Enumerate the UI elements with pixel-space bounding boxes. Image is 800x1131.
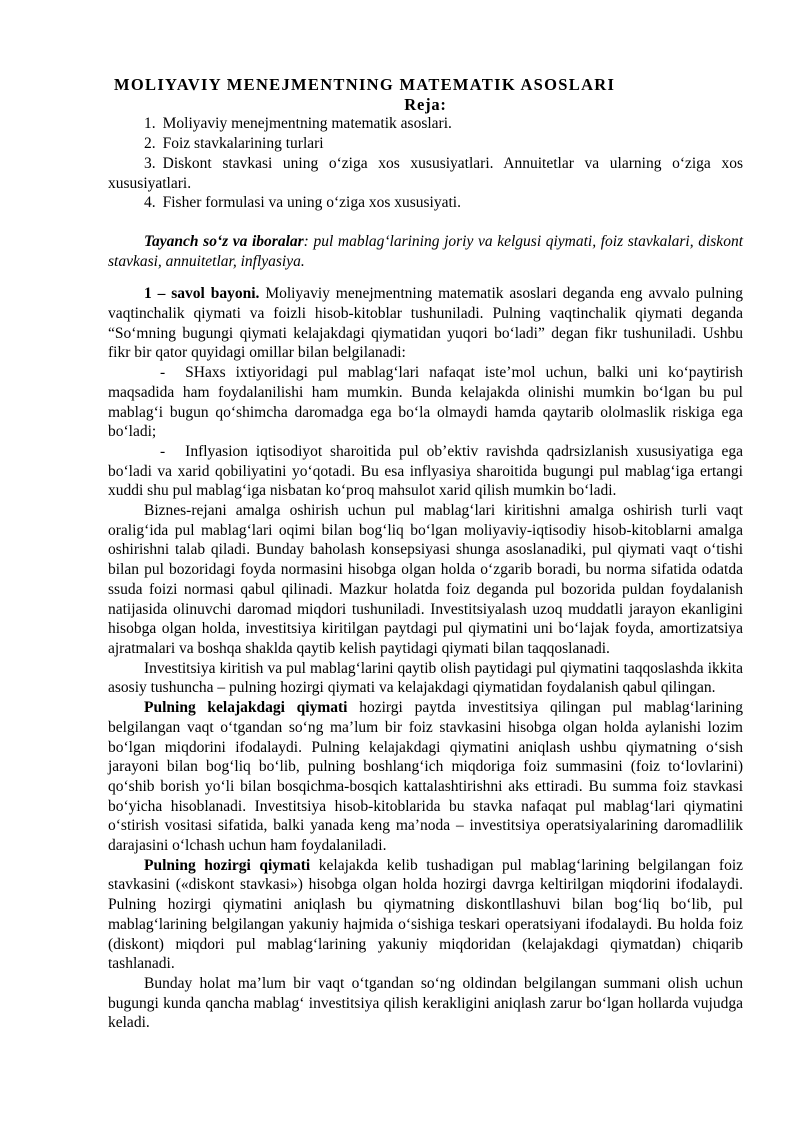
body-paragraph-conclusion [108,974,743,1033]
item-number: 4. [144,194,156,212]
plan-heading: Reja: [404,94,447,114]
plan-item-4 [108,193,743,213]
paragraph-text: Biznes-rejani amalga oshirish uchun pul mablagʻlari kiritishni amalga oshirish turli vaqt oraligʻida pul mablagʻlari oqimi bilan bogʻliq boʻlgan moliyaviy-iqtisodiy hisob-kitoblarni amalga oshirishni talab qiladi. Bunday baholash konsepsiyasi shunga asoslanadiki, pul qiymati vaqt oʻtishi bilan pul bozoridagi foyda normasini hisobga olgan holda oʻzgarib boradi, bu norma sifatida odatda ssuda foizi normasi qabul qilinadi. Mazkur holatda foiz deganda pul bozorida puldan foydalanish natijasida olinuvchi daromad miqdori tushuniladi. Investitsiyalash uzoq muddatli jarayon ekanligini hisobga olgan holda, investitsiya kiritilgan paytdagi pul qiymatini uni boʻlajak foyda, amortizatsiya ajratmalari va boshqa shaklda qaytib kelish paytidagi qiymati bilan taqqoslanadi. [108,502,743,657]
plan-item-3 [108,154,743,193]
item-text: Moliyaviy menejmentning matematik asoslari. [162,115,452,133]
item-text: Fisher formulasi va uning oʻziga xos xususiyati. [162,194,461,212]
paragraph-text: kelajakda kelib tushadigan pul mablagʻlarining belgilangan foiz stavkasini («diskont stavkasi») hisobga olgan holda hozirgi davrga keltirilgan miqdorini ifodalaydi. Pulning hozirgi qiymatini aniqlash bu qiymatning diskontllashuvi bilan bogʻliq boʻlib, pul mablagʻlarining belgilangan yakuniy hajmida oʻsishiga teskari operatsiyani ifodalaydi. Bu holda foiz (diskont) miqdori pul mablagʻlarining yakuniy miqdoridan (kelajakdagi qiymatdan) chiqarib tashlanadi. [108,856,744,973]
keywords-text: : pul mablagʻlarining joriy va kelgusi qiymati, foiz stavkalari, diskont stavkasi, annuitetlar, inflyasiya. [108,232,743,270]
keywords-lead: Tayanch soʻz va iboralar [144,232,304,250]
plan-list [108,114,743,213]
paragraph-text: hozirgi paytda investitsiya qilingan pul mablagʻlarining belgilangan vaqt oʻtgandan soʻng ma’lum bir foiz stavkasini hisobga olgan holda aylanishi lozim boʻlgan miqdorini ifodalaydi. Pulning kelajakdagi qiymatini aniqlash ushbu qiymatning oʻsish jarayoni bilan bogʻliq boʻlib, pulning boshlangʻich miqdoriga foiz summasini (foiz toʻlovlarini) qoʻshib borish yoʻli bilan bosqichma-bosqich kattalashtirishni aks ettiradi. Bu summa foiz stavkasi boʻyicha hisoblanadi. Investitsiya hisob-kitoblarida bu stavka nafaqat pul mablagʻlari qiymatini oʻstirish vositasi sifatida, balki yanada keng ma’noda – investitsiya operatsiyalarining daromadlilik darajasini oʻlchash uchun ham foydalaniladi. [108,699,744,855]
body-paragraph-future-value [108,698,743,856]
keywords-paragraph [108,232,743,271]
paragraph-text: Investitsiya kiritish va pul mablagʻlarini qaytib olish paytidagi pul qiymatini taqqoslashda ikkita asosiy tushuncha – pulning hozirgi qiymati va kelajakdagi qiymatidan foydalanish qabul qilingan. [108,659,743,697]
item-text: Diskont stavkasi uning oʻziga xos xususiyatlari. Annuitetlar va ularning oʻziga xos xususiyatlari. [108,154,743,192]
paragraph-lead: Pulning kelajakdagi qiymati [144,699,348,717]
body-paragraph-two-concepts [108,659,743,698]
bullet-paragraph-2 [108,442,743,501]
paragraph-text: SHaxs ixtiyoridagi pul mablagʻlari nafaqat iste’mol uchun, balki uni koʻpaytirish maqsadida ham foydalanilishi ham mumkin. Bunda kelajakda olinishi mumkin boʻlgan bu pul mablagʻi bugun qoʻshimcha daromadga ega boʻla olmaydi hamda qaytarib ololmaslik riskiga ega boʻladi; [108,364,743,441]
paragraph-text: Inflyasion iqtisodiyot sharoitida pul ob’ektiv ravishda qadrsizlanish xususiyatiga ega boʻladi va xarid qobiliyatini yoʻqotadi. Bu esa inflyasiya sharoitida bugungi pul mablagʻiga ertangi xuddi shu pul mablagʻiga nisbatan koʻproq mahsulot xarid qilish mumkin boʻladi. [108,442,743,500]
body-paragraph-business-plan [108,501,743,659]
plan-item-1 [108,114,743,134]
paragraph-lead: 1 – savol bayoni. [144,285,260,303]
item-text: Foiz stavkalarining turlari [162,135,324,153]
question-paragraph [108,284,743,363]
body-paragraph-present-value [108,856,743,974]
bullet-paragraph-1 [108,363,743,442]
plan-item-2 [108,134,743,154]
item-number: 3. [144,154,156,172]
page-title: MOLIYAVIY MENEJMENTNING MATEMATIK ASOSLARI [114,75,616,94]
paragraph-text: Moliyaviy menejmentning matematik asoslari deganda eng avvalo pulning vaqtinchalik qiymati va foizli hisob-kitoblar tushuniladi. Pulning vaqtinchalik qiymati deganda “Soʻmning bugungi qiymati kelajakdagi qiymatidan yuqori boʻladi” degan fikr tushuniladi. Ushbu fikr bir qator quyidagi omillar bilan belgilanadi: [108,285,744,362]
paragraph-lead: Pulning hozirgi qiymati [144,856,311,874]
bullet-dash: - [160,442,166,460]
item-number: 1. [144,115,156,133]
bullet-dash: - [160,364,166,382]
item-number: 2. [144,135,156,153]
paragraph-text: Bunday holat ma’lum bir vaqt oʻtgandan soʻng oldindan belgilangan summani olish uchun bugungi kunda qancha mablagʻ investitsiya qilish kerakligini aniqlash zarur boʻlgan hollarda vujudga keladi. [108,974,743,1032]
